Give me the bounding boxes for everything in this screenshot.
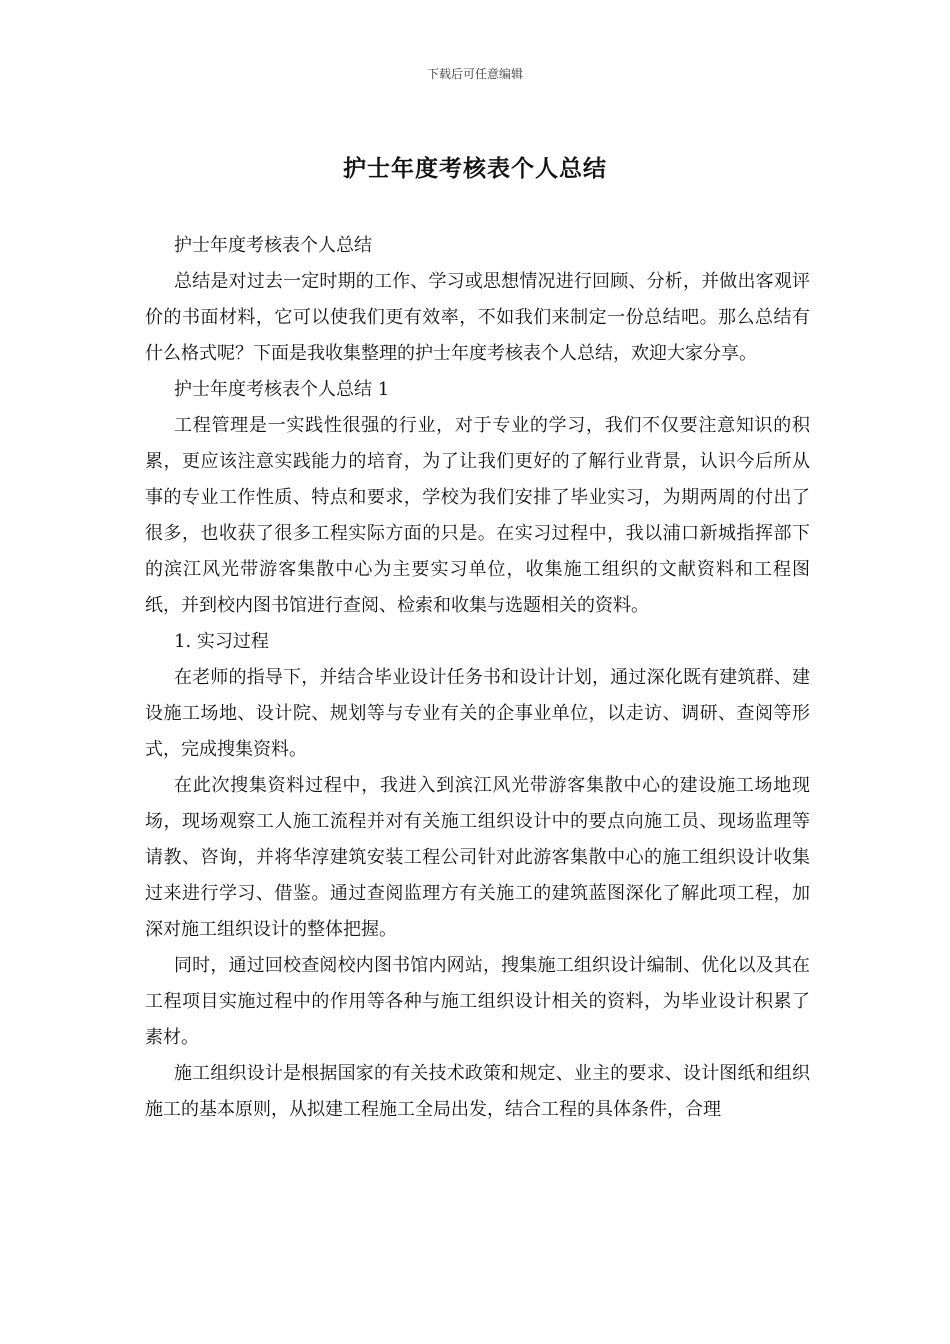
paragraph-body: 在老师的指导下，并结合毕业设计任务书和设计计划，通过深化既有建筑群、建设施工场地、设计院、规划等与专业有关的企事业单位，以走访、调研、查阅等形式，完成搜集资料。 [145,667,810,760]
paragraph-body: 工程管理是一实践性很强的行业，对于专业的学习，我们不仅要注意知识的积累，更应该注意实践能力的培育，为了让我们更好的了解行业背景，认识今后所从事的专业工作性质、特点和要求，学校为我们安排了毕业实习，为期两周的付出了很多，也收获了很多工程实际方面的只是。在实习过程中，我以浦口新城指挥部下的滨江风光带游客集散中心为主要实习单位，收集施工组织的文献资料和工程图纸，并到校内图书馆进行查阅、检索和收集与选题相关的资料。 [145,415,810,616]
paragraph-body: 在此次搜集资料过程中，我进入到滨江风光带游客集散中心的建设施工场地现场，现场观察工人施工流程并对有关施工组织设计中的要点向施工员、现场监理等请教、咨询，并将华淳建筑安装工程公司针对此游客集散中心的施工组织设计收集过来进行学习、借鉴。通过查阅监理方有关施工的建筑蓝图深化了解此项工程，加深对施工组织设计的整体把握。 [145,775,810,940]
paragraph-list-heading: 1. 实习过程 [174,631,269,652]
document-body [145,228,810,1128]
paragraph-body: 同时，通过回校查阅校内图书馆内网站，搜集施工组织设计编制、优化以及其在工程项目实施过程中的作用等各种与施工组织设计相关的资料，为毕业设计积累了素材。 [145,955,810,1048]
paragraph-intro: 总结是对过去一定时期的工作、学习或思想情况进行回顾、分析，并做出客观评价的书面材料，它可以使我们更有效率，不如我们来制定一份总结吧。那么总结有什么格式呢？下面是我收集整理的护士年度考核表个人总结，欢迎大家分享。 [145,271,810,364]
header-note: 下载后可任意编辑 [426,67,523,81]
paragraph-body: 施工组织设计是根据国家的有关技术政策和规定、业主的要求、设计图纸和组织施工的基本原则，从拟建工程施工全局出发，结合工程的具体条件，合理 [145,1063,810,1120]
paragraph-section-heading: 护士年度考核表个人总结 1 [174,379,390,400]
paragraph-subtitle: 护士年度考核表个人总结 [174,235,372,256]
document-title: 护士年度考核表个人总结 [343,155,607,182]
